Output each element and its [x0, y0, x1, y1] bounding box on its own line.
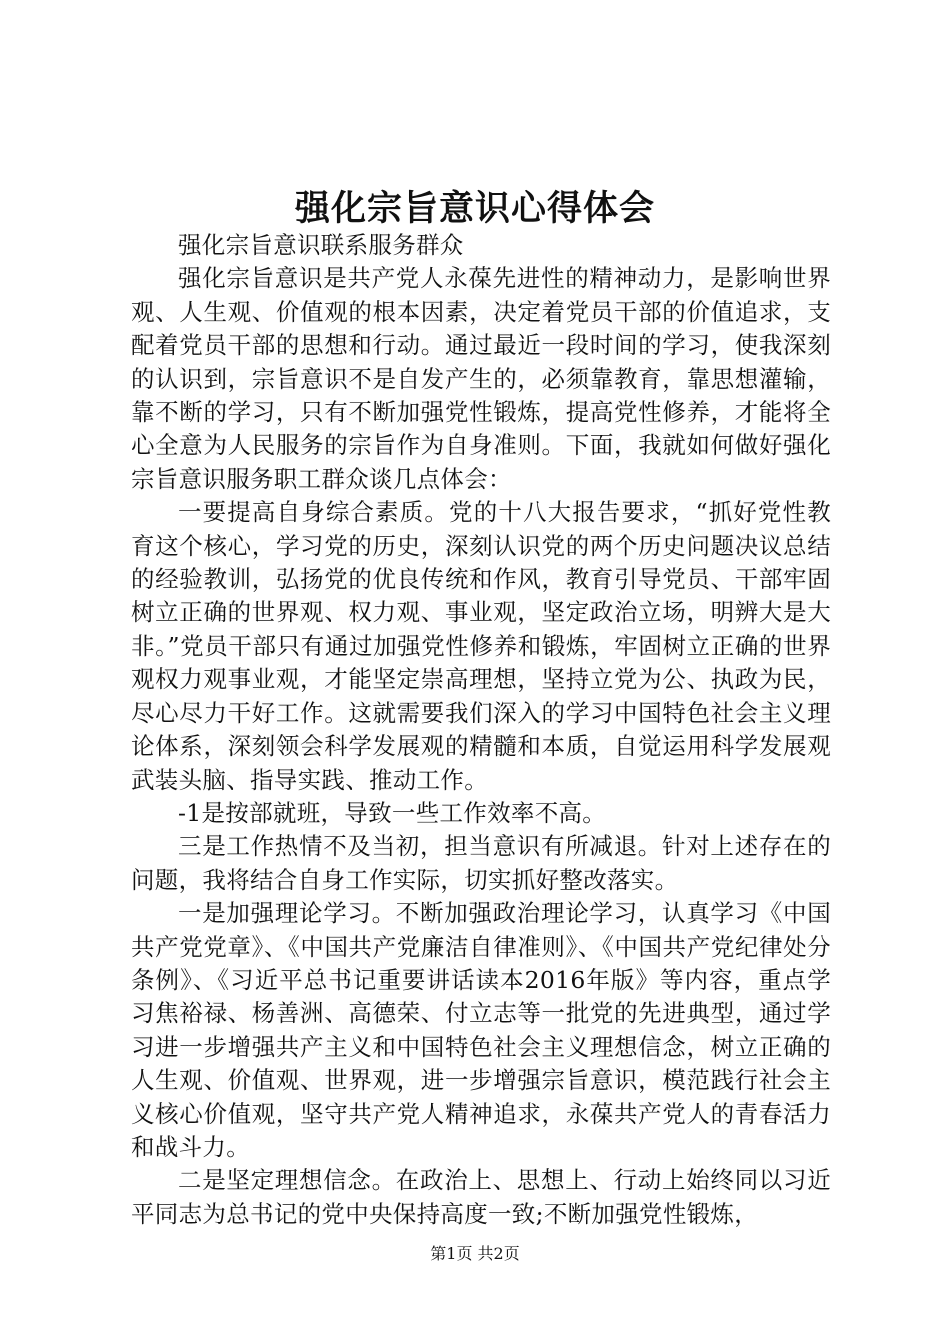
paragraph: 强化宗旨意识是共产党人永葆先进性的精神动力，是影响世界观、人生观、价值观的根本因素，决定着党员干部的价值追求，支配着党员干部的思想和行动。通过最近一段时间的学习，使我深刻的认识到，宗旨意识不是自发产生的，必须靠教育，靠思想灌输，靠不断的学习，只有不断加强党性锻炼，提高党性修养，才能将全心全意为人民服务的宗旨作为自身准则。下面，我就如何做好强化宗旨意识服务职工群众谈几点体会：	[131, 264, 831, 493]
paragraph: 三是工作热情不及当初，担当意识有所减退。针对上述存在的问题，我将结合自身工作实际，切实抓好整改落实。	[131, 832, 831, 894]
paragraph: 一要提高自身综合素质。党的十八大报告要求，“抓好党性教育这个核心，学习党的历史，深刻认识党的两个历史问题决议总结的经验教训，弘扬党的优良传统和作风，教育引导党员、干部牢固树立正确的世界观、权力观、事业观，坚定政治立场，明辨大是大非。”党员干部只有通过加强党性修养和锻炼，牢固树立正确的世界观权力观事业观，才能坚定崇高理想，坚持立党为公、执政为民，尽心尽力干好工作。这就需要我们深入的学习中国特色社会主义理论体系，深刻领会科学发展观的精髓和本质，自觉运用科学发展观武装头脑、指导实践、推动工作。	[131, 498, 831, 794]
paragraph: 二是坚定理想信念。在政治上、思想上、行动上始终同以习近平同志为总书记的党中央保持高度一致;不断加强党性锻炼，	[131, 1166, 831, 1228]
paragraph: 一是加强理论学习。不断加强政治理论学习，认真学习《中国共产党党章》、《中国共产党廉洁自律准则》、《中国共产党纪律处分条例》、《习近平总书记重要讲话读本2016年版》等内容，重点学习焦裕禄、杨善洲、高德荣、付立志等一批党的先进典型，通过学习进一步增强共产主义和中国特色社会主义理想信念，树立正确的人生观、价值观、世界观，进一步增强宗旨意识，模范践行社会主义核心价值观，坚守共产党人精神追求，永葆共产党人的青春活力和战斗力。	[131, 899, 831, 1161]
document-body	[131, 229, 831, 1231]
page-number-footer: 第1页 共2页	[430, 1244, 520, 1263]
paragraph: -1是按部就班，导致一些工作效率不高。	[178, 798, 607, 827]
document-title: 强化宗旨意识心得体会	[294, 188, 655, 229]
paragraph-subtitle: 强化宗旨意识联系服务群众	[178, 231, 464, 259]
